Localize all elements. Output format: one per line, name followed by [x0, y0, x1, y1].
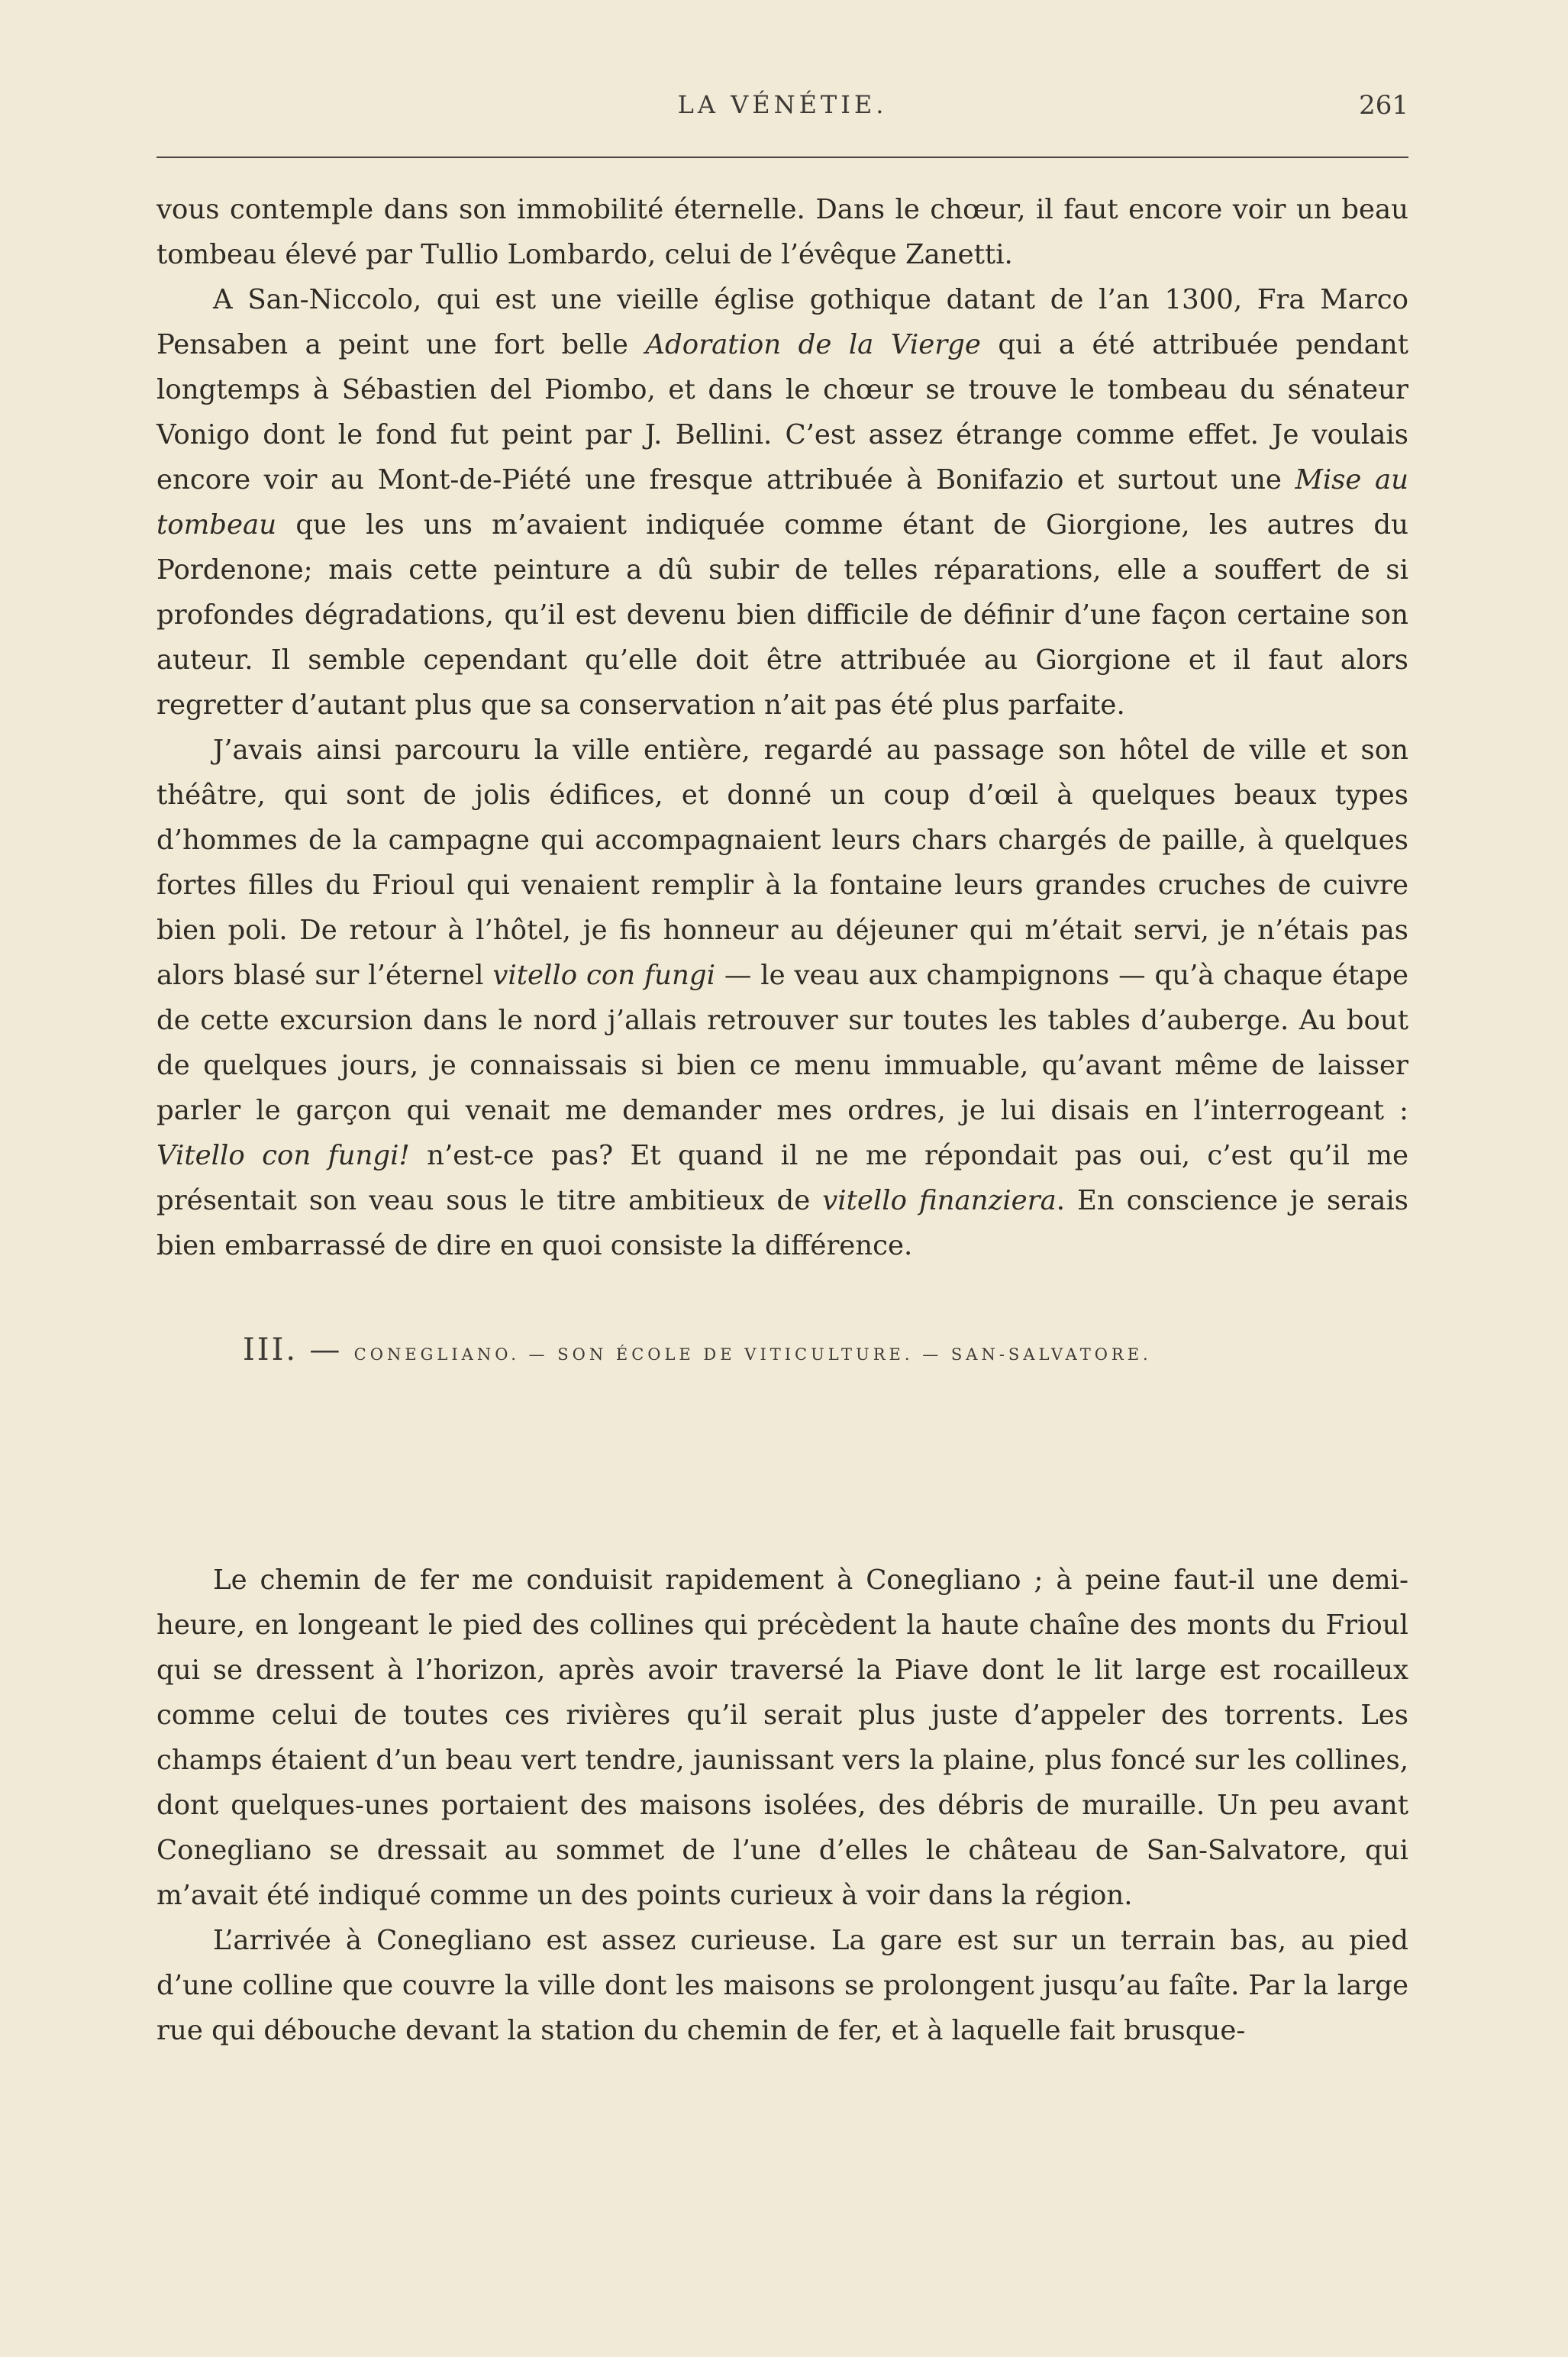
text-run: — le veau aux champignons — qu’à chaque étape de cette excursion dans le nord j’allais retrouver sur toutes les tables d’auberge. Au bout de quelques jours, je connaissais si bien ce menu immuable, qu’avant même de laisser parler le garçon qui venait me demander mes ordres, je lui disais en l’interrogeant : [156, 960, 1408, 1126]
section-title: CONEGLIANO. — SON ÉCOLE DE VITICULTURE. — SAN-SALVATORE. [353, 1345, 1152, 1364]
page-header [156, 90, 1408, 128]
italic-phrase: vitello finanziera [822, 1185, 1057, 1216]
italic-title: Mise au tombeau [156, 464, 1408, 541]
text-run: . En conscience je serais bien embarrassé de dire en quoi consiste la différence. [156, 1185, 1408, 1261]
section-heading [243, 1332, 1388, 1367]
text-run: L’arrivée à Conegliano est assez curieuse. La gare est sur un terrain bas, au pied d’une colline que couvre la ville dont les maisons se prolongent jusqu’au faîte. Par la large rue qui débouche devant la station du chemin de fer, et à laquelle fait brusque- [156, 1925, 1408, 2046]
body-text-section-1 [156, 187, 1408, 1268]
text-run: qui a été attribuée pendant longtemps à Sébastien del Piombo, et dans le chœur se trouve le tombeau du sénateur Vonigo dont le fond fut peint par J. Bellini. C’est assez étrange comme effet. Je voulais encore voir au Mont-de-Piété une fresque attribuée à Bonifazio et surtout une [156, 329, 1408, 496]
italic-phrase: vitello con fungi [492, 960, 715, 991]
section-dash: — [309, 1332, 343, 1367]
paragraph [156, 728, 1408, 1268]
text-run: vous contemple dans son immobilité éternelle. Dans le chœur, il faut encore voir un beau tombeau élevé par Tullio Lombardo, celui de l’évêque Zanetti. [156, 194, 1408, 270]
paragraph [156, 1558, 1408, 1918]
text-run: n’est-ce pas? Et quand il ne me répondait pas oui, c’est qu’il me présentait son veau sous le titre ambitieux de [156, 1140, 1409, 1216]
italic-title: Adoration de la Vierge [645, 329, 981, 360]
running-title: LA VÉNÉTIE. [677, 90, 888, 119]
text-run: que les uns m’avaient indiquée comme étant de Giorgione, les autres du Pordenone; mais cette peinture a dû subir de telles réparations, elle a souffert de si profondes dégradations, qu’il est devenu bien difficile de définir d’une façon certaine son auteur. Il semble cependant qu’elle doit être attribuée au Giorgione et il faut alors regretter d’autant plus que sa conservation n’ait pas été plus parfaite. [156, 509, 1408, 721]
paragraph [156, 1918, 1408, 2053]
paragraph [156, 277, 1408, 728]
text-run: J’avais ainsi parcouru la ville entière, regardé au passage son hôtel de ville et son théâtre, qui sont de jolis édifices, et donné un coup d’œil à quelques beaux types d’hommes de la campagne qui accompagnaient leurs chars chargés de paille, à quelques fortes filles du Frioul qui venaient remplir à la fontaine leurs grandes cruches de cuivre bien poli. De retour à l’hôtel, je fis honneur au déjeuner qui m’était servi, je n’étais pas alors blasé sur l’éternel [156, 735, 1408, 991]
paragraph [156, 187, 1408, 277]
page-number: 261 [1359, 90, 1408, 121]
header-rule [156, 157, 1408, 158]
section-number: III. [243, 1332, 298, 1367]
body-text-section-2 [156, 1558, 1408, 2053]
italic-phrase: Vitello con fungi! [156, 1140, 410, 1171]
text-run: Le chemin de fer me conduisit rapidement à Conegliano ; à peine faut-il une demi-heure, en longeant le pied des collines qui précèdent la haute chaîne des monts du Frioul qui se dressent à l’horizon, après avoir traversé la Piave dont le lit large est rocailleux comme celui de toutes ces rivières qu’il serait plus juste d’appeler des torrents. Les champs étaient d’un beau vert tendre, jaunissant vers la plaine, plus foncé sur les collines, dont quelques-unes portaient des maisons isolées, des débris de muraille. Un peu avant Conegliano se dressait au sommet de l’une d’elles le château de San-Salvatore, qui m’avait été indiqué comme un des points curieux à voir dans la région. [156, 1564, 1408, 1911]
text-run: A San-Niccolo, qui est une vieille église gothique datant de l’an 1300, Fra Marco Pensaben a peint une fort belle [156, 284, 1408, 360]
